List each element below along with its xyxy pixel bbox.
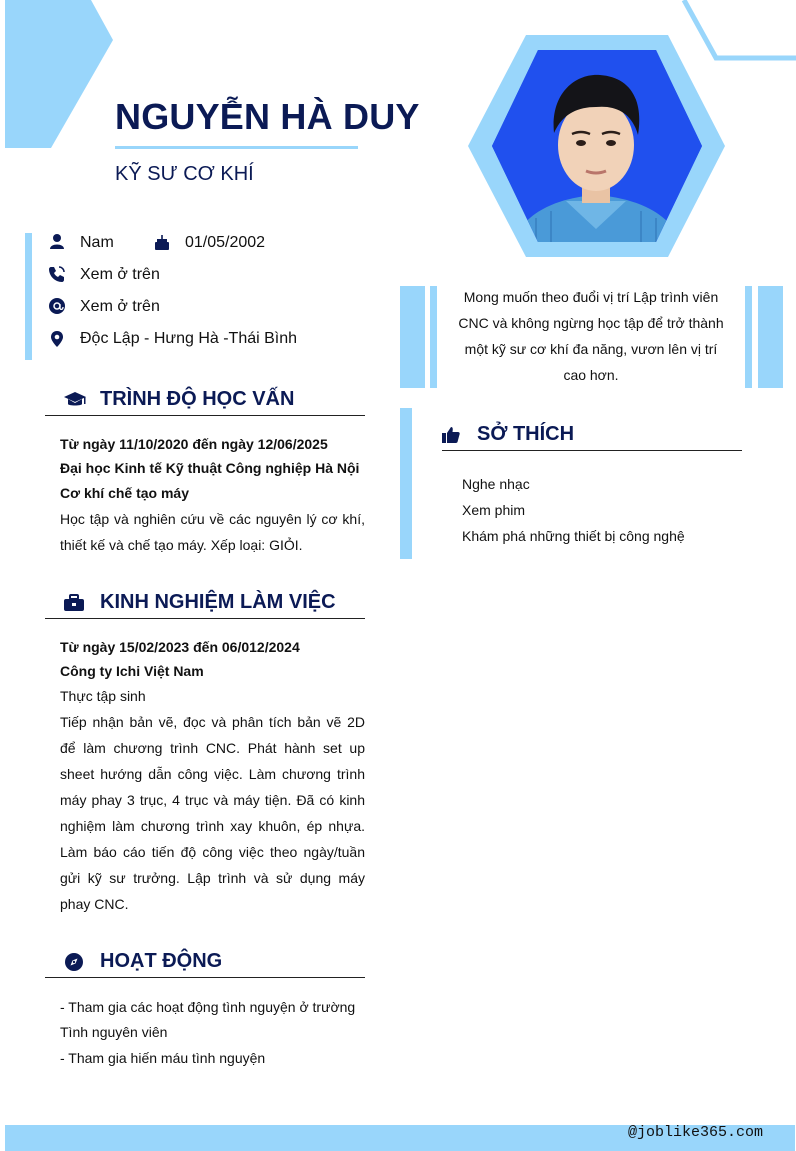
email-at-icon	[48, 297, 66, 315]
hobbies-heading: SỞ THÍCH	[477, 423, 575, 445]
birthday-cake-icon	[153, 233, 171, 251]
hobbies-divider	[442, 450, 742, 451]
education-period: Từ ngày 11/10/2020 đến ngày 12/06/2025	[60, 436, 328, 452]
hobby-item: Khám phá những thiết bị công nghệ	[462, 528, 685, 544]
hobby-item: Nghe nhạc	[462, 476, 530, 492]
gender-value: Nam	[80, 234, 114, 251]
decorative-hexagon	[5, 0, 113, 148]
experience-position: Thực tập sinh	[60, 688, 146, 704]
hobby-item: Xem phim	[462, 502, 526, 518]
address-value: Độc Lập - Hưng Hà -Thái Bình	[80, 330, 298, 347]
objective-bar-inner-right	[745, 286, 752, 388]
objective-bar-inner-left	[430, 286, 437, 388]
thumbs-up-icon	[441, 425, 461, 445]
experience-divider	[45, 618, 365, 619]
education-description: Học tập và nghiên cứu về các nguyên lý cơ khí, thiết kế và chế tạo máy. Xếp loại: GIỎI.	[60, 511, 365, 553]
education-major: Cơ khí chế tạo máy	[60, 485, 189, 501]
objective-bar-outer-left	[400, 286, 425, 388]
footer-watermark: @joblike365.com	[628, 1124, 764, 1141]
portrait-photo-icon	[466, 33, 726, 259]
education-heading: TRÌNH ĐỘ HỌC VẤN	[100, 388, 295, 410]
phone-icon	[48, 265, 66, 283]
objective-bar-outer-right	[758, 286, 783, 388]
education-school: Đại học Kinh tế Kỹ thuật Công nghiệp Hà Nội	[60, 460, 360, 476]
education-divider	[45, 415, 365, 416]
experience-description: Tiếp nhận bản vẽ, đọc và phân tích bản vẽ 2D để làm chương trình CNC. Phát hành set up sheet hướng dẫn công việc. Làm chương trình máy phay 3 trục, 4 trục và máy tiện. Đã có kinh nghiệm làm chương trình xay khuôn, ép nhựa. Làm báo cáo tiến độ công việc theo ngày/tuần gửi kỹ sư trưởng. Lập trình và sử dụng máy phay CNC.	[60, 714, 365, 912]
activities-heading: HOẠT ĐỘNG	[100, 950, 223, 972]
graduation-cap-icon	[63, 390, 87, 410]
name-underline	[115, 146, 358, 149]
compass-icon	[64, 952, 84, 972]
candidate-name: NGUYỄN HÀ DUY	[115, 96, 420, 137]
email-value: Xem ở trên	[80, 298, 160, 315]
user-icon	[48, 233, 66, 251]
experience-company: Công ty Ichi Việt Nam	[60, 663, 204, 679]
phone-value: Xem ở trên	[80, 266, 160, 283]
activities-divider	[45, 977, 365, 978]
job-title: KỸ SƯ CƠ KHÍ	[115, 163, 254, 185]
activity-item: - Tham gia các hoạt động tình nguyện ở trường	[60, 999, 356, 1015]
avatar	[466, 33, 726, 259]
briefcase-icon	[63, 593, 85, 613]
career-objective: Mong muốn theo đuổi vị trí Lập trình viên CNC và không ngừng học tập để trở thành một kỹ sư cơ khí đa năng, vươn lên vị trí cao hơn.	[458, 289, 724, 383]
location-pin-icon	[48, 330, 66, 348]
activity-item: Tình nguyên viên	[60, 1024, 168, 1040]
hobbies-accent-bar	[400, 408, 412, 559]
birthday-value: 01/05/2002	[185, 234, 266, 251]
experience-period: Từ ngày 15/02/2023 đến 06/012/2024	[60, 639, 300, 655]
contact-accent-bar	[25, 233, 32, 360]
experience-heading: KINH NGHIỆM LÀM VIỆC	[100, 591, 336, 613]
activity-item: - Tham gia hiến máu tình nguyện	[60, 1050, 266, 1066]
